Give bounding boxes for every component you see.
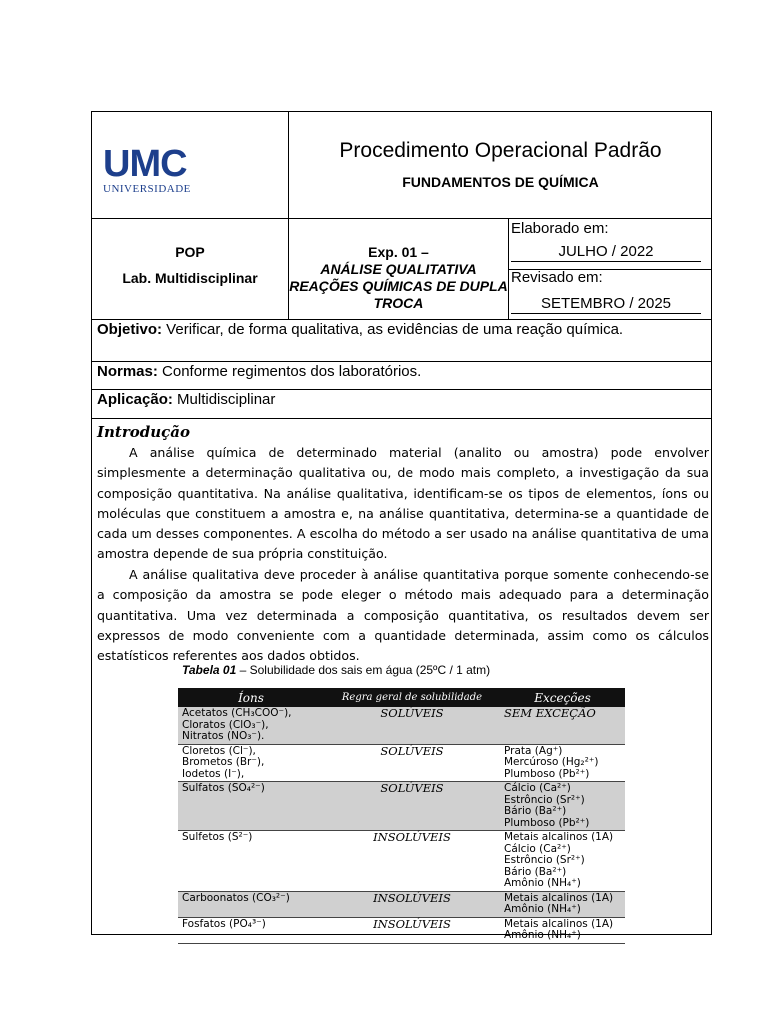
table-header-row bbox=[178, 688, 625, 707]
ion-line: Brometos (Br⁻), bbox=[182, 756, 265, 768]
table-body bbox=[178, 707, 625, 943]
rule-cell: SOLÚVEIS bbox=[324, 782, 500, 831]
table-row bbox=[178, 917, 625, 943]
exceptions-cell bbox=[500, 831, 625, 892]
objetivo-row bbox=[97, 321, 623, 338]
exception-line: Estrôncio (Sr²⁺) bbox=[504, 854, 585, 866]
exception-line: Cálcio (Ca²⁺) bbox=[504, 782, 571, 794]
rule-cell: INSOLÚVEIS bbox=[324, 831, 500, 892]
ion-line: Sulfetos (S²⁻) bbox=[182, 831, 253, 843]
rule-cell: SOLÚVEIS bbox=[324, 744, 500, 782]
normas-label: Normas: bbox=[97, 363, 158, 380]
table-row bbox=[178, 831, 625, 892]
table-caption-text: – Solubilidade dos sais em água (25ºC / 1 atm) bbox=[236, 663, 491, 677]
aplicacao-label: Aplicação: bbox=[97, 391, 173, 408]
page-title: Procedimento Operacional Padrão bbox=[339, 139, 662, 162]
objetivo-text: Verificar, de forma qualitativa, as evidências de uma reação química. bbox=[162, 321, 624, 338]
ion-line: Nitratos (NO₃⁻). bbox=[182, 730, 265, 742]
pop-label: POP bbox=[175, 244, 205, 260]
exception-line: Metais alcalinos (1A) bbox=[504, 917, 614, 930]
exception-line: Amônio (NH₄⁺) bbox=[504, 929, 581, 941]
divider-header bbox=[91, 218, 712, 219]
ion-line: Iodetos (I⁻), bbox=[182, 767, 245, 780]
table-row bbox=[178, 782, 625, 831]
exceptions-cell bbox=[500, 782, 625, 831]
table-row bbox=[178, 744, 625, 782]
divider-intro bbox=[91, 418, 712, 419]
ions-cell bbox=[178, 744, 324, 782]
ion-line: Carboonatos (CO₃²⁻) bbox=[182, 891, 290, 904]
ion-line: Sulfatos (SO₄²⁻) bbox=[182, 782, 265, 794]
elaborado-label: Elaborado em: bbox=[511, 220, 609, 237]
umc-logo bbox=[103, 145, 195, 195]
divider-normas bbox=[91, 361, 712, 362]
table-caption-label: Tabela 01 bbox=[182, 663, 237, 677]
intro-heading: Introdução bbox=[97, 423, 191, 441]
ion-line: Cloratos (ClO₃⁻), bbox=[182, 718, 269, 731]
exception-line: Bário (Ba²⁺) bbox=[504, 865, 567, 878]
table-caption bbox=[182, 663, 490, 677]
rule-cell: INSOLÚVEIS bbox=[324, 917, 500, 943]
lab-label: Lab. Multidisciplinar bbox=[122, 270, 258, 286]
logo-main-text: UMC bbox=[103, 143, 187, 185]
header-rule: Regra geral de solubilidade bbox=[324, 688, 500, 707]
page-subtitle: FUNDAMENTOS DE QUÍMICA bbox=[402, 174, 599, 190]
intro-paragraph-1: A análise química de determinado material (analito ou amostra) pode envolver simplesmente a determinação qualitativa ou, de modo mais completo, a investigação da sua composição quantitativa. Na análise qualitativa, identificam-se os tipos de elementos, íons ou moléculas que constituem a amostra e, na análise quantitativa, determina-se a quantidade de cada um desses componentes. A escolha do método a ser usado na análise quantitativa de uma amostra depende de sua própria constituição. bbox=[97, 445, 709, 562]
exception-line: Cálcio (Ca²⁺) bbox=[504, 842, 571, 855]
ion-line: Fosfatos (PO₄³⁻) bbox=[182, 917, 266, 930]
ions-cell bbox=[178, 891, 324, 917]
table-row bbox=[178, 707, 625, 744]
exception-line: SEM EXCEÇÃO bbox=[504, 706, 596, 720]
header-ions: Íons bbox=[178, 688, 324, 707]
objetivo-label: Objetivo: bbox=[97, 321, 163, 338]
divider-objetivo bbox=[91, 319, 712, 320]
exception-line: Plumboso (Pb²⁺) bbox=[504, 767, 590, 780]
normas-text: Conforme regimentos dos laboratórios. bbox=[157, 363, 422, 380]
rule-cell: SOLÚVEIS bbox=[324, 707, 500, 744]
aplicacao-row bbox=[97, 391, 275, 408]
exception-line: Amônio (NH₄⁺) bbox=[504, 903, 581, 915]
normas-row bbox=[97, 363, 421, 380]
exceptions-cell bbox=[500, 707, 625, 744]
solubility-table bbox=[178, 688, 625, 944]
exp-number: Exp. 01 – bbox=[368, 244, 429, 260]
exceptions-cell bbox=[500, 917, 625, 943]
ion-line: Acetatos (CH₃COO⁻), bbox=[182, 707, 292, 719]
elaborado-value: JULHO / 2022 bbox=[511, 243, 701, 262]
ions-cell bbox=[178, 917, 324, 943]
exception-line: Metais alcalinos (1A) bbox=[504, 831, 614, 843]
exceptions-cell bbox=[500, 891, 625, 917]
divider-aplicacao bbox=[91, 389, 712, 390]
exception-line: Bário (Ba²⁺) bbox=[504, 805, 567, 817]
exception-line: Estrôncio (Sr²⁺) bbox=[504, 793, 585, 806]
exception-line: Mercúroso (Hg₂²⁺) bbox=[504, 756, 599, 768]
intro-paragraph-2: A análise qualitativa deve proceder à análise quantitativa porque somente conhecendo-se a composição da amostra se pode eleger o método mais adequado para a determinação quantitativa. Uma vez determinada a composição quantitativa, os resultados devem ser expressos de modo conveniente com a quantidade determinada, assim como os cálculos estatísticos referentes aos dados obtidos. bbox=[97, 567, 709, 664]
ions-cell bbox=[178, 831, 324, 892]
exception-line: Prata (Ag⁺) bbox=[504, 744, 563, 757]
aplicacao-text: Multidisciplinar bbox=[172, 391, 276, 408]
rule-cell: INSOLÚVEIS bbox=[324, 891, 500, 917]
revisado-value: SETEMBRO / 2025 bbox=[511, 295, 701, 314]
ions-cell bbox=[178, 707, 324, 744]
exceptions-cell bbox=[500, 744, 625, 782]
revisado-label: Revisado em: bbox=[511, 269, 603, 286]
exp-description: ANÁLISE QUALITATIVA REAÇÕES QUÍMICAS DE DUPLA TROCA bbox=[289, 261, 508, 311]
exception-line: Plumboso (Pb²⁺) bbox=[504, 816, 590, 829]
header-exceptions: Exceções bbox=[500, 688, 625, 707]
exception-line: Metais alcalinos (1A) bbox=[504, 891, 614, 904]
table-row bbox=[178, 891, 625, 917]
ion-line: Cloretos (Cl⁻), bbox=[182, 744, 256, 757]
exception-line: Amônio (NH₄⁺) bbox=[504, 877, 581, 889]
logo-sub-text: UNIVERSIDADE bbox=[103, 183, 191, 195]
ions-cell bbox=[178, 782, 324, 831]
